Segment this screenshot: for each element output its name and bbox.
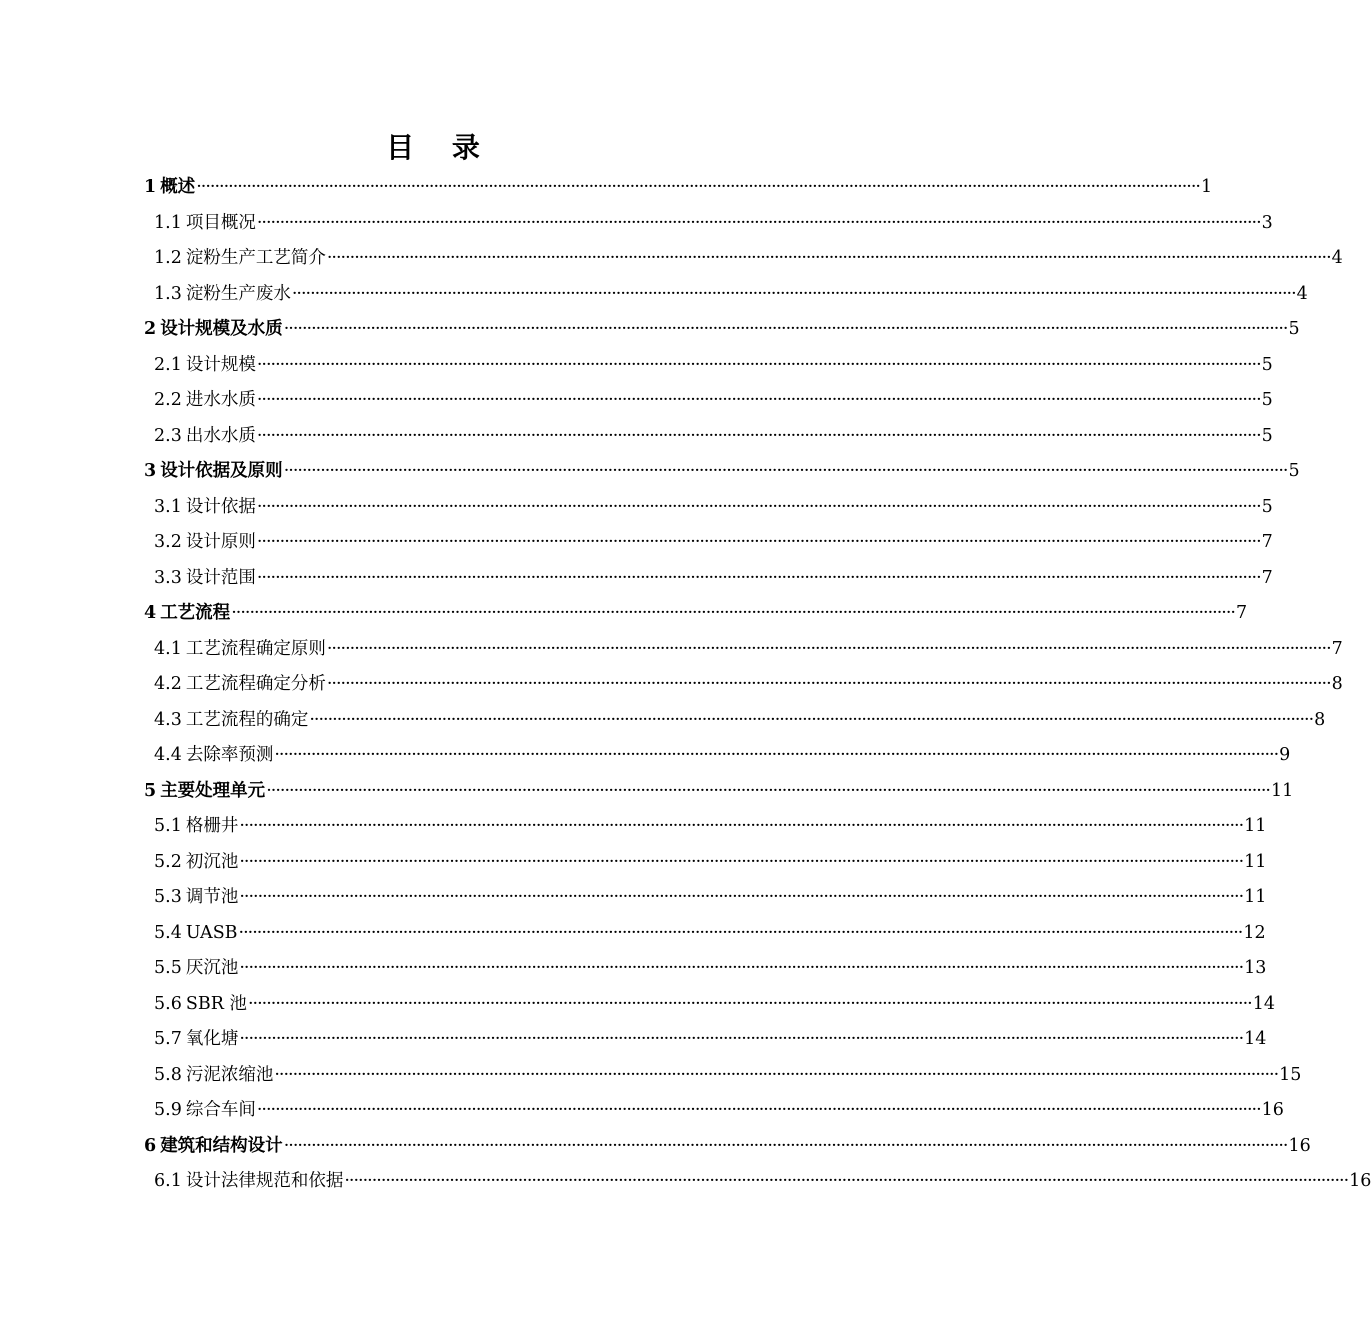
toc-section-entry[interactable] (154, 815, 1267, 837)
toc-entry-number: 5.2 (154, 851, 182, 872)
toc-entry-page-number: 5 (1261, 425, 1273, 446)
toc-entry-title: 工艺流程确定分析 (185, 674, 326, 694)
toc-section-entry[interactable] (154, 247, 1343, 269)
toc-entry-number: 5.3 (154, 887, 182, 907)
toc-entry-number: 4.4 (154, 745, 182, 765)
toc-entry-number: 4.2 (154, 674, 182, 694)
toc-entry-number: 5.8 (154, 1064, 182, 1085)
toc-dot-leader: ···························································································································································································································· (238, 922, 1243, 943)
toc-entry-title: 淀粉生产工艺简介 (185, 248, 326, 268)
toc-dot-leader: ···························································································································································································································· (256, 532, 1261, 552)
toc-entry-title: 初沉池 (185, 851, 239, 872)
toc-entry-title: 概述 (160, 177, 196, 197)
toc-entry-page-number: 9 (1279, 745, 1291, 765)
toc-dot-leader: ···························································································································································································································· (291, 283, 1296, 304)
toc-entry-title: 项目概况 (185, 212, 256, 233)
toc-entry-title: 格栅井 (185, 816, 239, 836)
toc-section-entry[interactable] (154, 1064, 1302, 1086)
toc-entry-title: 设计规模及水质 (160, 319, 283, 339)
toc-entry-number: 2.2 (154, 390, 182, 410)
toc-entry-number: 4.1 (154, 638, 182, 659)
toc-entry-page-number: 16 (1261, 1100, 1284, 1120)
toc-entry-number: 1.1 (154, 212, 182, 233)
toc-entry-title: 设计依据及原则 (160, 461, 283, 481)
toc-entry-title: 工艺流程的确定 (185, 709, 309, 730)
toc-dot-leader: ···························································································································································································································· (274, 1064, 1279, 1085)
toc-entry-number: 6 (144, 1135, 157, 1156)
toc-entry-page-number: 16 (1288, 1135, 1311, 1156)
toc-dot-leader: ···························································································································································································································· (256, 390, 1261, 410)
toc-entry-page-number: 7 (1331, 638, 1343, 659)
toc-dot-leader: ···························································································································································································································· (266, 780, 1270, 801)
toc-entry-number: 1.3 (154, 283, 182, 304)
toc-entry-page-number: 11 (1244, 816, 1267, 836)
toc-dot-leader: ···························································································································································································································· (256, 212, 1261, 233)
toc-dot-leader: ···························································································································································································································· (326, 248, 1331, 268)
toc-entry-title: 设计法律规范和依据 (185, 1171, 344, 1191)
toc-section-entry[interactable] (154, 1028, 1267, 1050)
toc-chapter-entry[interactable] (144, 176, 1213, 198)
toc-dot-leader: ···························································································································································································································· (239, 851, 1244, 872)
toc-section-entry[interactable] (154, 993, 1276, 1015)
toc-section-entry[interactable] (154, 354, 1273, 376)
toc-entry-page-number: 5 (1288, 319, 1300, 339)
toc-entry-title: 厌沉池 (185, 958, 239, 978)
toc-dot-leader: ···························································································································································································································· (274, 745, 1279, 765)
toc-section-entry[interactable] (154, 957, 1267, 979)
toc-dot-leader: ···························································································································································································································· (283, 1135, 1288, 1156)
toc-entry-title: 氧化塘 (185, 1029, 239, 1049)
toc-entry-number: 2.1 (154, 354, 182, 375)
toc-entry-title: 设计范围 (185, 567, 256, 588)
toc-section-entry[interactable] (154, 851, 1267, 873)
toc-section-entry[interactable] (154, 1170, 1371, 1192)
toc-dot-leader: ···························································································································································································································· (256, 425, 1261, 446)
toc-entry-number: 3 (144, 461, 157, 481)
toc-entry-number: 5.7 (154, 1029, 182, 1049)
toc-dot-leader: ···························································································································································································································· (256, 354, 1261, 375)
toc-entry-number: 5.4 (154, 922, 182, 943)
toc-entry-page-number: 11 (1271, 780, 1294, 801)
toc-dot-leader: ···························································································································································································································· (239, 887, 1244, 907)
toc-section-entry[interactable] (154, 496, 1273, 518)
toc-entry-page-number: 8 (1331, 674, 1343, 694)
toc-dot-leader: ···························································································································································································································· (309, 709, 1314, 730)
toc-title: 目 录 (386, 131, 494, 164)
toc-entry-number: 3.1 (154, 496, 182, 517)
toc-entry-page-number: 3 (1261, 212, 1273, 233)
toc-dot-leader: ···························································································································································································································· (239, 958, 1244, 978)
toc-entry-number: 5.5 (154, 958, 182, 978)
toc-entry-number: 4.3 (154, 709, 182, 730)
toc-section-entry[interactable] (154, 283, 1308, 305)
toc-section-entry[interactable] (154, 886, 1267, 908)
toc-entry-page-number: 16 (1349, 1171, 1371, 1191)
toc-dot-leader: ···························································································································································································································· (256, 567, 1261, 588)
toc-entry-number: 5.6 (154, 993, 182, 1014)
toc-entry-page-number: 12 (1243, 922, 1266, 943)
toc-entry-page-number: 5 (1261, 354, 1273, 375)
toc-section-entry[interactable] (154, 425, 1273, 447)
toc-section-entry[interactable] (154, 567, 1273, 589)
toc-entry-title: 综合车间 (185, 1100, 256, 1120)
toc-entry-number: 5.1 (154, 816, 182, 836)
toc-entry-page-number: 13 (1244, 958, 1267, 978)
toc-entry-title: 调节池 (185, 887, 239, 907)
toc-entry-number: 1.2 (154, 248, 182, 268)
toc-entry-title: 出水水质 (185, 425, 256, 446)
toc-dot-leader: ···························································································································································································································· (283, 319, 1288, 339)
toc-section-entry[interactable] (154, 531, 1273, 553)
toc-entry-title: 工艺流程确定原则 (185, 638, 326, 659)
toc-entry-page-number: 4 (1296, 283, 1308, 304)
toc-entry-title: 进水水质 (185, 390, 256, 410)
toc-dot-leader: ···························································································································································································································· (344, 1171, 1349, 1191)
toc-entry-number: 2.3 (154, 425, 182, 446)
toc-dot-leader: ···························································································································································································································· (256, 1100, 1261, 1120)
toc-entry-title: 建筑和结构设计 (160, 1135, 283, 1156)
toc-dot-leader: ···························································································································································································································· (231, 603, 1235, 623)
toc-entry-title: 设计依据 (185, 496, 256, 517)
toc-entry-number: 3.2 (154, 532, 182, 552)
toc-entry-page-number: 8 (1314, 709, 1326, 730)
toc-entry-page-number: 5 (1288, 461, 1300, 481)
toc-chapter-entry[interactable] (144, 602, 1248, 624)
toc-entry-page-number: 1 (1201, 177, 1213, 197)
toc-entry-page-number: 11 (1244, 851, 1267, 872)
toc-section-entry[interactable] (154, 744, 1291, 766)
toc-dot-leader: ···························································································································································································································· (326, 638, 1331, 659)
toc-entry-page-number: 7 (1261, 567, 1273, 588)
toc-dot-leader: ···························································································································································································································· (239, 816, 1244, 836)
toc-entry-page-number: 14 (1252, 993, 1276, 1014)
toc-section-entry[interactable] (154, 638, 1343, 660)
toc-section-entry[interactable] (154, 922, 1266, 944)
toc-entry-title: 工艺流程 (160, 603, 231, 623)
toc-entry-page-number: 5 (1261, 390, 1273, 410)
toc-entry-title: UASB (185, 922, 238, 943)
toc-section-entry[interactable] (154, 709, 1326, 731)
toc-entry-number: 2 (144, 319, 157, 339)
toc-entry-number: 5.9 (154, 1100, 182, 1120)
toc-entry-page-number: 7 (1261, 532, 1273, 552)
toc-section-entry[interactable] (154, 673, 1343, 695)
toc-entry-title: 设计原则 (185, 532, 256, 552)
toc-entry-number: 6.1 (154, 1171, 182, 1191)
toc-entry-number: 5 (144, 780, 157, 801)
toc-dot-leader: ···························································································································································································································· (239, 1029, 1244, 1049)
toc-entry-page-number: 7 (1236, 603, 1248, 623)
toc-chapter-entry[interactable] (144, 460, 1300, 482)
toc-chapter-entry[interactable] (144, 780, 1294, 802)
toc-entry-number: 4 (144, 603, 157, 623)
toc-dot-leader: ···························································································································································································································· (283, 461, 1288, 481)
toc-entry-page-number: 14 (1244, 1029, 1267, 1049)
toc-entry-number: 3.3 (154, 567, 182, 588)
toc-dot-leader: ···························································································································································································································· (256, 496, 1261, 517)
toc-entry-number: 1 (144, 177, 157, 197)
toc-dot-leader: ···························································································································································································································· (326, 674, 1331, 694)
toc-entry-title: 去除率预测 (185, 745, 274, 765)
toc-entry-title: 主要处理单元 (160, 780, 266, 801)
toc-entry-page-number: 4 (1331, 248, 1343, 268)
toc-section-entry[interactable] (154, 1099, 1284, 1121)
toc-entry-page-number: 11 (1244, 887, 1267, 907)
toc-entry-title: 设计规模 (185, 354, 256, 375)
toc-dot-leader: ···························································································································································································································· (196, 177, 1200, 197)
toc-section-entry[interactable] (154, 212, 1273, 234)
toc-entry-page-number: 5 (1261, 496, 1273, 517)
toc-dot-leader: ···························································································································································································································· (247, 993, 1252, 1014)
toc-section-entry[interactable] (154, 389, 1273, 411)
toc-chapter-entry[interactable] (144, 1135, 1311, 1157)
toc-entry-title: 污泥浓缩池 (185, 1064, 274, 1085)
toc-entry-title: 淀粉生产废水 (185, 283, 291, 304)
toc-chapter-entry[interactable] (144, 318, 1300, 340)
toc-entry-title: SBR 池 (185, 993, 247, 1014)
toc-entry-page-number: 15 (1279, 1064, 1302, 1085)
